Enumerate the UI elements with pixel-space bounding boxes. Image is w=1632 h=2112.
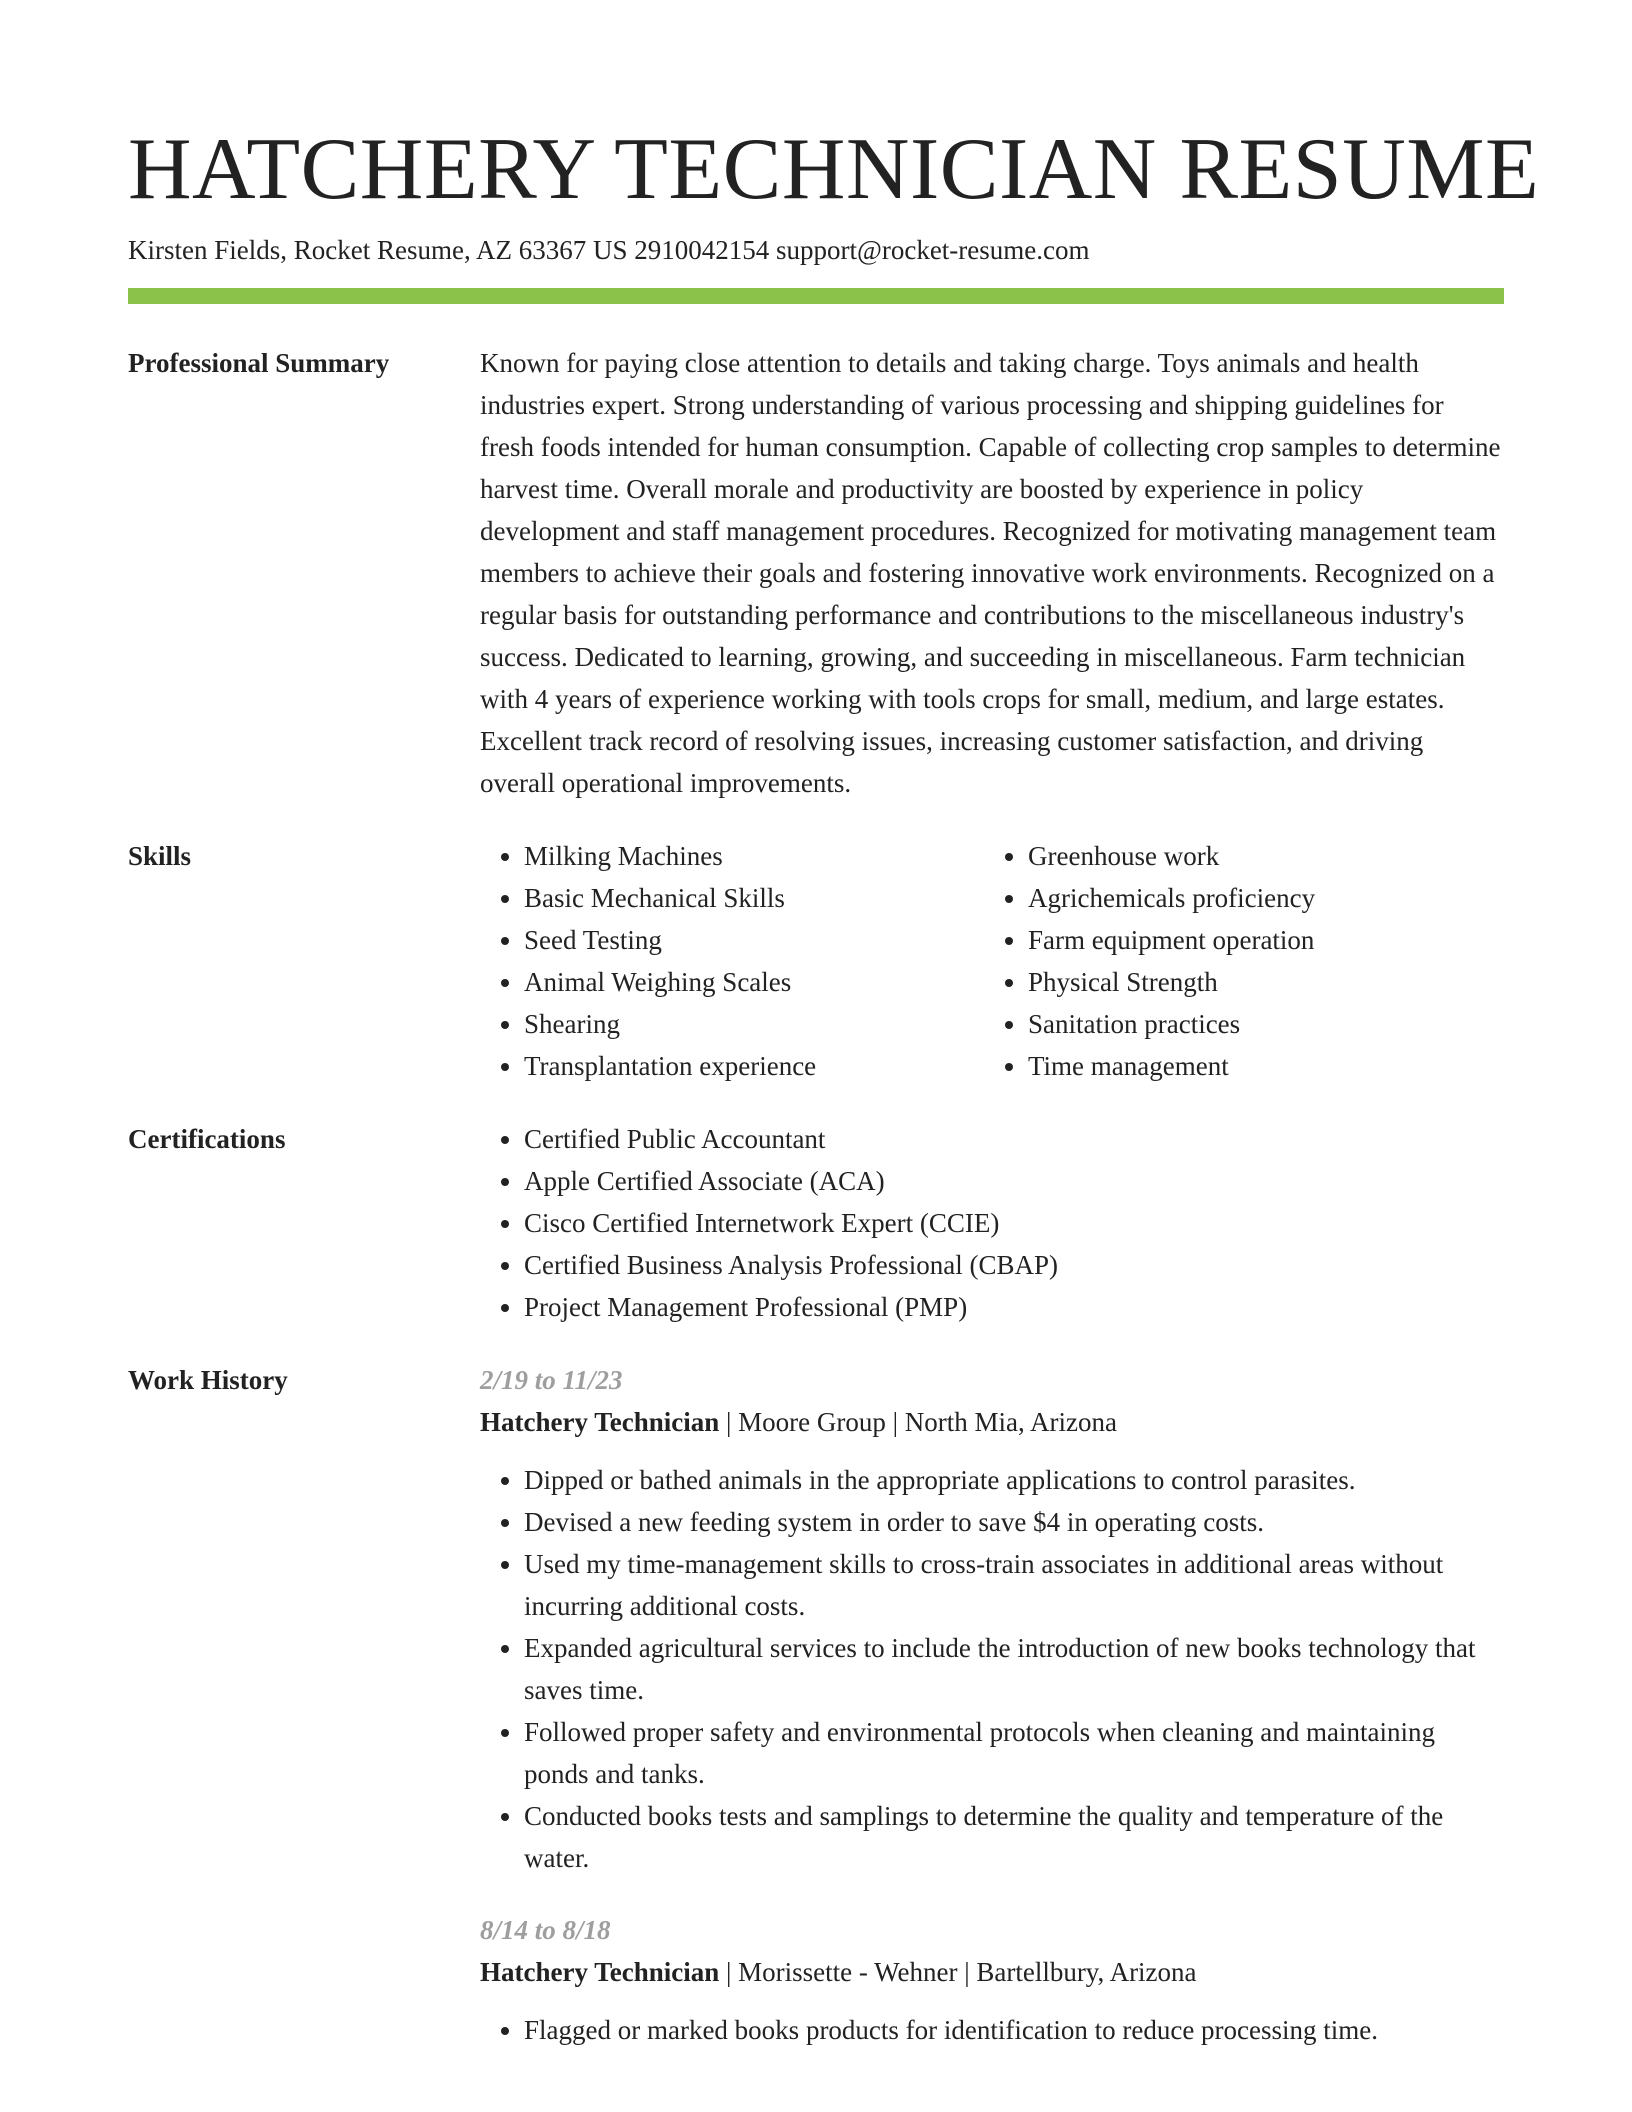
job-bullet: • Followed proper safety and environmental protocols when cleaning and maintaining ponds and tanks.	[524, 1711, 1504, 1795]
skill-item: • Sanitation practices	[1028, 1003, 1488, 1045]
header-divider	[128, 288, 1504, 304]
contact-line: Kirsten Fields, Rocket Resume, AZ 63367 US 2910042154 support@rocket-resume.com	[128, 235, 1090, 265]
certification-item: • Cisco Certified Internetwork Expert (CCIE)	[524, 1202, 1504, 1244]
skills-section	[128, 835, 1504, 1087]
skill-item: • Shearing	[524, 1003, 984, 1045]
job-bullet: • Dipped or bathed animals in the appropriate applications to control parasites.	[524, 1459, 1504, 1501]
summary-section	[128, 342, 1504, 804]
skills-list-right	[984, 835, 1488, 1087]
summary-body	[480, 342, 1504, 804]
skill-item: • Physical Strength	[1028, 961, 1488, 1003]
job-title: Hatchery Technician	[480, 1957, 720, 1987]
job-details: | Morissette - Wehner | Bartellbury, Arizona	[719, 1957, 1197, 1987]
job-details: | Moore Group | North Mia, Arizona	[719, 1407, 1118, 1437]
job-bullet: • Used my time-management skills to cross-train associates in additional areas without incurring additional costs.	[524, 1543, 1504, 1627]
summary-label: Professional Summary	[128, 348, 390, 378]
skill-item: • Basic Mechanical Skills	[524, 877, 984, 919]
job-entry	[480, 1909, 1504, 2051]
job-dates: 2/19 to 11/23	[480, 1365, 623, 1395]
skill-item: • Greenhouse work	[1028, 835, 1488, 877]
skill-item: • Agrichemicals proficiency	[1028, 877, 1488, 919]
certifications-label: Certifications	[128, 1124, 286, 1154]
skill-item: • Time management	[1028, 1045, 1488, 1087]
job-title-line	[480, 1401, 1504, 1443]
skill-item: • Animal Weighing Scales	[524, 961, 984, 1003]
resume-page	[128, 118, 1540, 2051]
job-dates: 8/14 to 8/18	[480, 1915, 611, 1945]
skills-list-left	[480, 835, 984, 1087]
job-bullet: • Expanded agricultural services to include the introduction of new books technology that saves time.	[524, 1627, 1504, 1711]
job-bullets	[480, 1459, 1504, 1879]
skill-item: • Milking Machines	[524, 835, 984, 877]
skills-body	[480, 835, 1504, 1087]
work-history-section	[128, 1359, 1504, 2051]
resume-title: HATCHERY TECHNICIAN RESUME	[128, 121, 1540, 218]
summary-text: Known for paying close attention to details and taking charge. Toys animals and health industries expert. Strong understanding of various processing and shipping guidelines for fresh foods intended for human consumption. Capable of collecting crop samples to determine harvest time. Overall morale and productivity are boosted by experience in policy development and staff management procedures. Recognized for motivating management team members to achieve their goals and fostering innovative work environments. Recognized on a regular basis for outstanding performance and contributions to the miscellaneous industry's success. Dedicated to learning, growing, and succeeding in miscellaneous. Farm technician with 4 years of experience working with tools crops for small, medium, and large estates. Excellent track record of resolving issues, increasing customer satisfaction, and driving overall operational improvements.	[480, 348, 1501, 798]
certification-item: • Project Management Professional (PMP)	[524, 1286, 1504, 1328]
certifications-section	[128, 1118, 1504, 1328]
certifications-body	[480, 1118, 1504, 1328]
job-entry	[480, 1359, 1504, 1879]
job-bullets	[480, 2009, 1504, 2051]
skill-item: • Seed Testing	[524, 919, 984, 961]
job-bullet: • Conducted books tests and samplings to determine the quality and temperature of the water.	[524, 1795, 1504, 1879]
work-history-label: Work History	[128, 1365, 288, 1395]
work-history-body	[480, 1359, 1504, 2051]
skill-item: • Farm equipment operation	[1028, 919, 1488, 961]
certification-item: • Certified Public Accountant	[524, 1118, 1504, 1160]
job-bullet: • Devised a new feeding system in order to save $4 in operating costs.	[524, 1501, 1504, 1543]
certifications-list	[480, 1118, 1504, 1328]
job-bullet: • Flagged or marked books products for identification to reduce processing time.	[524, 2009, 1504, 2051]
certification-item: • Apple Certified Associate (ACA)	[524, 1160, 1504, 1202]
job-title: Hatchery Technician	[480, 1407, 720, 1437]
skills-label: Skills	[128, 841, 192, 871]
skill-item: • Transplantation experience	[524, 1045, 984, 1087]
certification-item: • Certified Business Analysis Professional (CBAP)	[524, 1244, 1504, 1286]
job-title-line	[480, 1951, 1504, 1993]
